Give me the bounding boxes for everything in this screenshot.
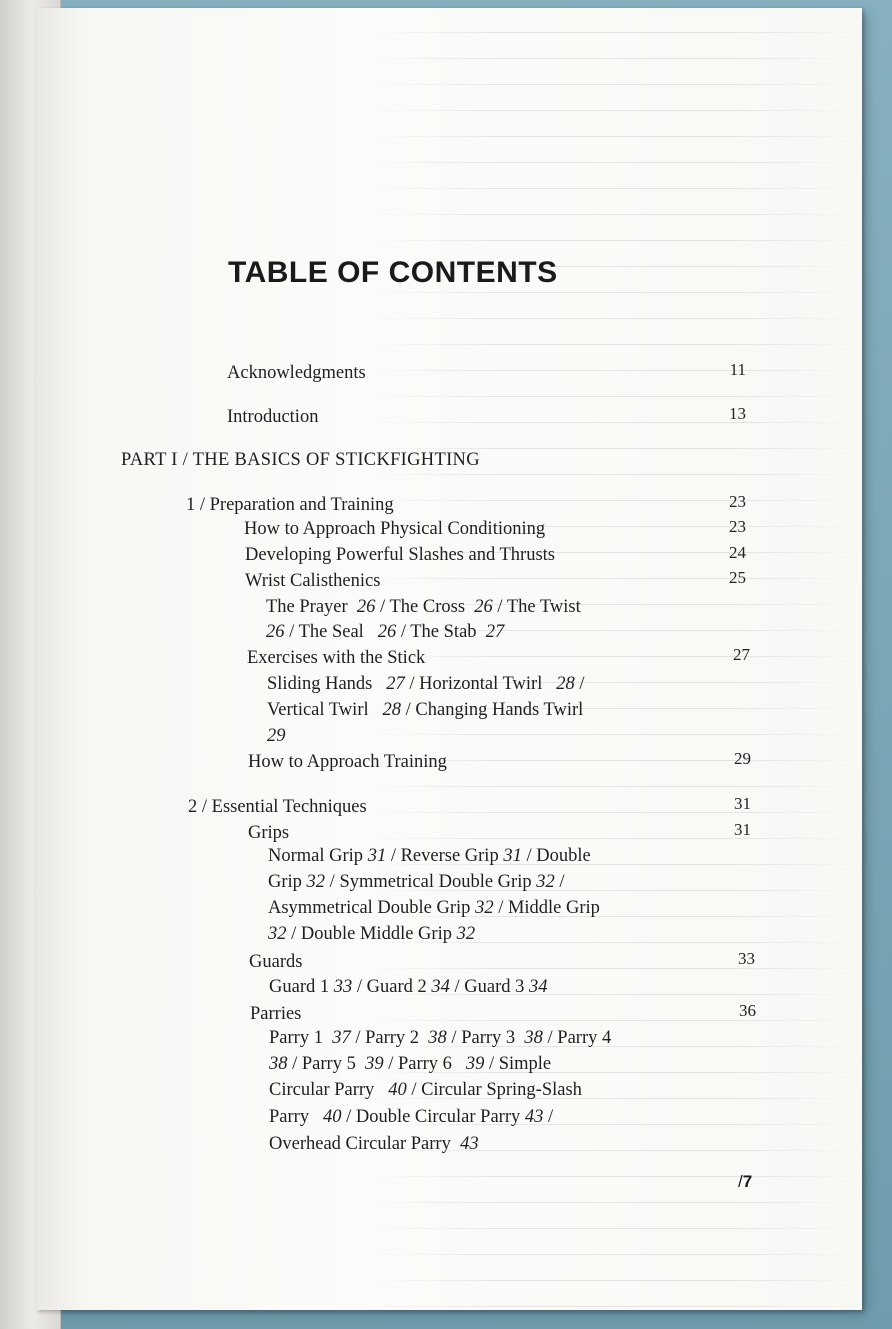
- sub-page: 26: [356, 597, 376, 617]
- sub-title: Parry 6: [397, 1054, 452, 1074]
- sub-title: The Twist: [506, 597, 581, 617]
- toc-page: 31: [734, 794, 751, 813]
- sub-title: Middle Grip: [507, 898, 600, 918]
- page-title: TABLE OF CONTENTS: [228, 256, 558, 289]
- toc-subentries: Asymmetrical Double Grip 32 / Middle Grip: [268, 898, 600, 918]
- toc-section: Parries: [250, 1004, 302, 1024]
- sub-page: 43: [460, 1134, 479, 1154]
- sub-page: 38: [524, 1028, 543, 1048]
- sub-page: 38: [428, 1028, 447, 1048]
- sub-page: 32: [536, 872, 555, 892]
- sub-page: 32: [456, 924, 476, 944]
- sub-page: 27: [386, 674, 405, 694]
- sub-page: 40: [322, 1107, 342, 1127]
- sub-page: 26: [474, 597, 493, 617]
- toc-subentries: Guard 1 33 / Guard 2 34 / Guard 3 34: [269, 977, 548, 997]
- toc-subentries: Circular Parry 40 / Circular Spring-Slash: [269, 1080, 582, 1100]
- toc-section: Developing Powerful Slashes and Thrusts: [245, 545, 556, 565]
- sub-title: Guard 1: [269, 977, 330, 997]
- sub-page: 26: [266, 622, 285, 642]
- toc-subentries: Normal Grip 31 / Reverse Grip 31 / Double: [268, 846, 591, 866]
- sub-title: Parry 1: [269, 1028, 323, 1048]
- toc-page: 24: [729, 543, 746, 562]
- sub-page: 39: [365, 1054, 384, 1074]
- toc-entry-acknowledgments: Acknowledgments: [227, 363, 366, 383]
- toc-page: 23: [729, 517, 746, 536]
- sub-page: 43: [524, 1107, 544, 1127]
- book-page: [36, 8, 862, 1310]
- sub-page: 32: [306, 872, 326, 892]
- sub-title: The Seal: [298, 622, 364, 642]
- toc-subentries: The Prayer 26 / The Cross 26 / The Twist: [266, 597, 581, 617]
- sub-title: Overhead Circular Parry: [269, 1134, 451, 1154]
- sub-title: Parry 4: [557, 1028, 612, 1048]
- toc-section: How to Approach Training: [248, 752, 447, 772]
- toc-subentries: Parry 40 / Double Circular Parry 43 /: [269, 1107, 554, 1127]
- sub-page: 37: [332, 1028, 351, 1048]
- sub-page: 38: [269, 1054, 288, 1074]
- chapter-1-title: 1 / Preparation and Training: [186, 495, 394, 515]
- sub-page: 34: [431, 977, 450, 997]
- sub-title: Parry 2: [365, 1028, 420, 1048]
- toc-section: Grips: [248, 823, 290, 843]
- sub-title: Parry 5: [301, 1054, 356, 1074]
- sub-title: Vertical Twirl: [267, 700, 369, 720]
- sub-title: Changing Hands Twirl: [415, 700, 584, 720]
- sub-title: Asymmetrical Double Grip: [268, 898, 471, 918]
- sub-title: Guard 3: [464, 977, 525, 997]
- toc-subentries: Parry 1 37 / Parry 2 38 / Parry 3 38 / Parry 4: [269, 1028, 612, 1048]
- sub-page: 33: [333, 977, 353, 997]
- sub-page: 40: [388, 1080, 407, 1100]
- sub-title: Sliding Hands: [267, 674, 373, 694]
- toc-section: Exercises with the Stick: [247, 648, 426, 668]
- toc-page: 36: [739, 1001, 756, 1020]
- toc-subentries: 38 / Parry 5 39 / Parry 6 39 / Simple: [269, 1054, 552, 1074]
- sub-page: 31: [367, 846, 387, 866]
- page-number: /7: [738, 1172, 753, 1191]
- sub-page: 34: [528, 977, 548, 997]
- toc-subentries: [267, 726, 286, 747]
- toc-page: 31: [734, 820, 751, 839]
- sub-title: Reverse Grip: [400, 846, 499, 866]
- toc-subentries: Sliding Hands 27 / Horizontal Twirl 28 /: [267, 674, 585, 694]
- toc-subentries: 26 / The Seal 26 / The Stab 27: [266, 622, 505, 642]
- toc-page: 11: [729, 360, 746, 379]
- toc-page: 25: [729, 568, 746, 587]
- sub-page: 27: [485, 622, 505, 642]
- toc-page: 29: [734, 749, 751, 768]
- toc-subentries: Grip 32 / Symmetrical Double Grip 32 /: [268, 872, 565, 892]
- sub-title: Parry 3: [461, 1028, 516, 1048]
- sub-page: 28: [382, 700, 401, 720]
- sub-title: Normal Grip: [268, 846, 364, 866]
- toc-page: 23: [729, 492, 746, 511]
- chapter-2-title: 2 / Essential Techniques: [188, 797, 367, 817]
- sub-title: Double Middle Grip: [300, 924, 452, 944]
- sub-page: 26: [377, 622, 397, 642]
- toc-section: How to Approach Physical Conditioning: [244, 519, 546, 539]
- toc-page: 13: [729, 404, 746, 423]
- sub-title: Horizontal Twirl: [419, 674, 543, 694]
- toc-subentries: 32 / Double Middle Grip 32: [268, 924, 476, 944]
- sub-page: 29: [267, 726, 286, 746]
- toc-section: Guards: [249, 952, 303, 972]
- toc-subentries: [269, 1134, 479, 1155]
- toc-subentries: Vertical Twirl 28 / Changing Hands Twirl: [267, 700, 584, 720]
- toc-entry-introduction: Introduction: [227, 407, 319, 427]
- sub-title: Symmetrical Double Grip: [339, 872, 532, 892]
- sub-title: Double Circular Parry: [355, 1107, 521, 1127]
- sub-title: Guard 2: [366, 977, 427, 997]
- toc-page: 27: [733, 645, 750, 664]
- sub-title: The Stab: [410, 622, 477, 642]
- part-heading: PART I / THE BASICS OF STICKFIGHTING: [121, 450, 480, 470]
- sub-title: The Cross: [389, 597, 466, 617]
- sub-title: The Prayer: [266, 597, 348, 617]
- sub-page: 39: [465, 1054, 485, 1074]
- sub-page: 31: [503, 846, 522, 866]
- sub-page: 32: [475, 898, 494, 918]
- toc-section: Wrist Calisthenics: [245, 571, 381, 591]
- toc-page: 33: [738, 949, 755, 968]
- sub-page: 32: [268, 924, 287, 944]
- sub-page: 28: [556, 674, 575, 694]
